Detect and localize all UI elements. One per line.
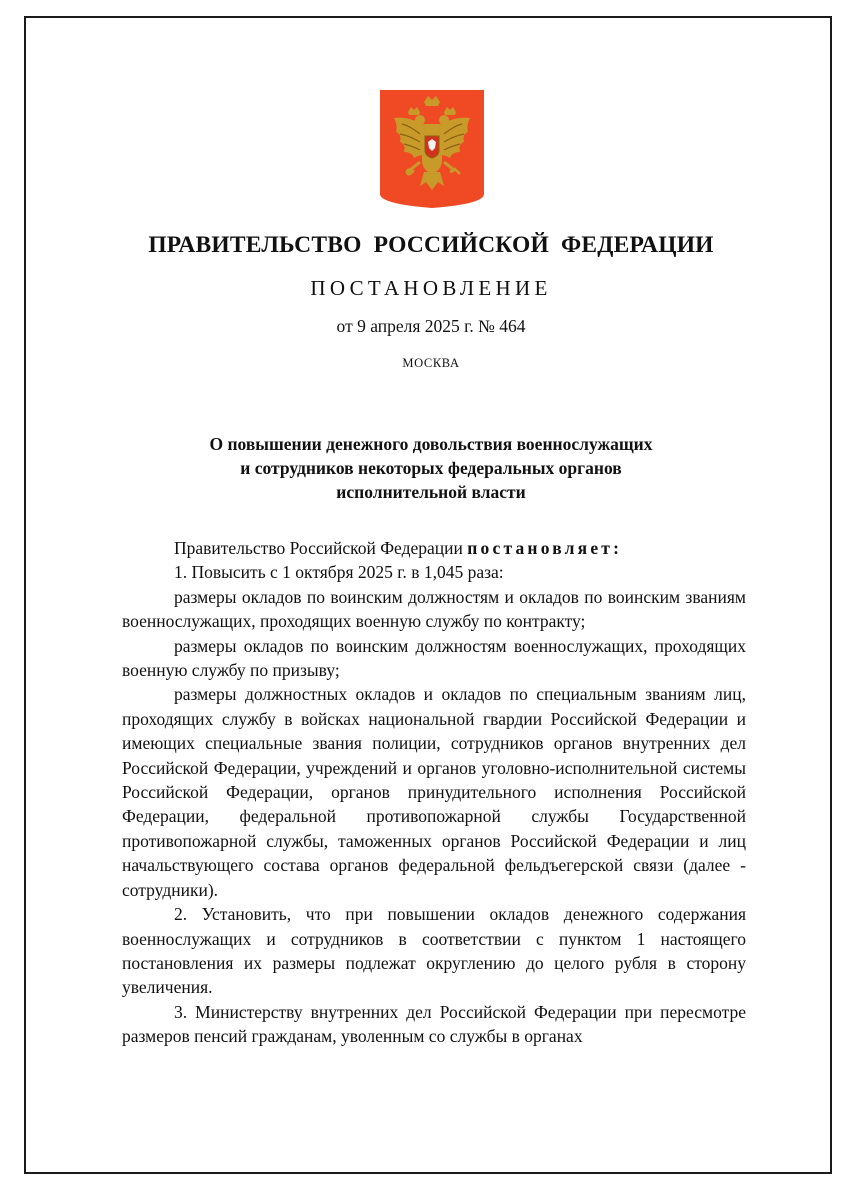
intro-text: Правительство Российской Федерации <box>174 538 468 558</box>
document-body <box>122 536 746 1049</box>
intro-keyword: постановляет: <box>467 538 623 558</box>
paragraph-item-3: 3. Министерству внутренних дел Российской Федерации при пересмотре размеров пенсий гражданам, уволенным со службы в органах <box>122 1001 746 1047</box>
document-city: МОСКВА <box>402 356 460 370</box>
paragraph-item-1: 1. Повысить с 1 октября 2025 г. в 1,045 раза: <box>174 562 504 583</box>
coat-of-arms-icon <box>380 90 484 208</box>
document-subject <box>0 432 862 504</box>
paragraph-item-1b: размеры окладов по воинским должностям военнослужащих, проходящих военную службу по призыву; <box>122 635 746 681</box>
paragraph-item-1a: размеры окладов по воинским должностям и окладов по воинским званиям военнослужащих, проходящих военную службу по контракту; <box>122 586 746 632</box>
subject-line-1: О повышении денежного довольствия военнослужащих <box>209 434 653 454</box>
document-date-number: от 9 апреля 2025 г. № 464 <box>336 316 526 336</box>
government-title: ПРАВИТЕЛЬСТВО РОССИЙСКОЙ ФЕДЕРАЦИИ <box>148 232 714 258</box>
paragraph-item-2: 2. Установить, что при повышении окладов денежного содержания военнослужащих и сотрудников в соответствии с пунктом 1 настоящего постановления их размеры подлежат округлению до целого рубля в сторону увеличения. <box>122 904 746 998</box>
subject-line-2: и сотрудников некоторых федеральных органов <box>240 458 622 478</box>
paragraph-item-1c: размеры должностных окладов и окладов по специальным званиям лиц, проходящих службу в войсках национальной гвардии Российской Федерации и имеющих специальные звания полиции, сотрудников органов внутренних дел Российской Федерации, учреждений и органов уголовно-исполнительной системы Российской Федерации, органов принудительного исполнения Российской Федерации, федеральной противопожарной службы Государственной противопожарной службы, таможенных органов Российской Федерации и лиц начальствующего состава органов федеральной фельдъегерской связи (далее - сотрудники). <box>122 684 746 900</box>
subject-line-3: исполнительной власти <box>336 482 526 502</box>
intro-paragraph <box>122 536 746 560</box>
document-type: ПОСТАНОВЛЕНИЕ <box>310 276 552 300</box>
